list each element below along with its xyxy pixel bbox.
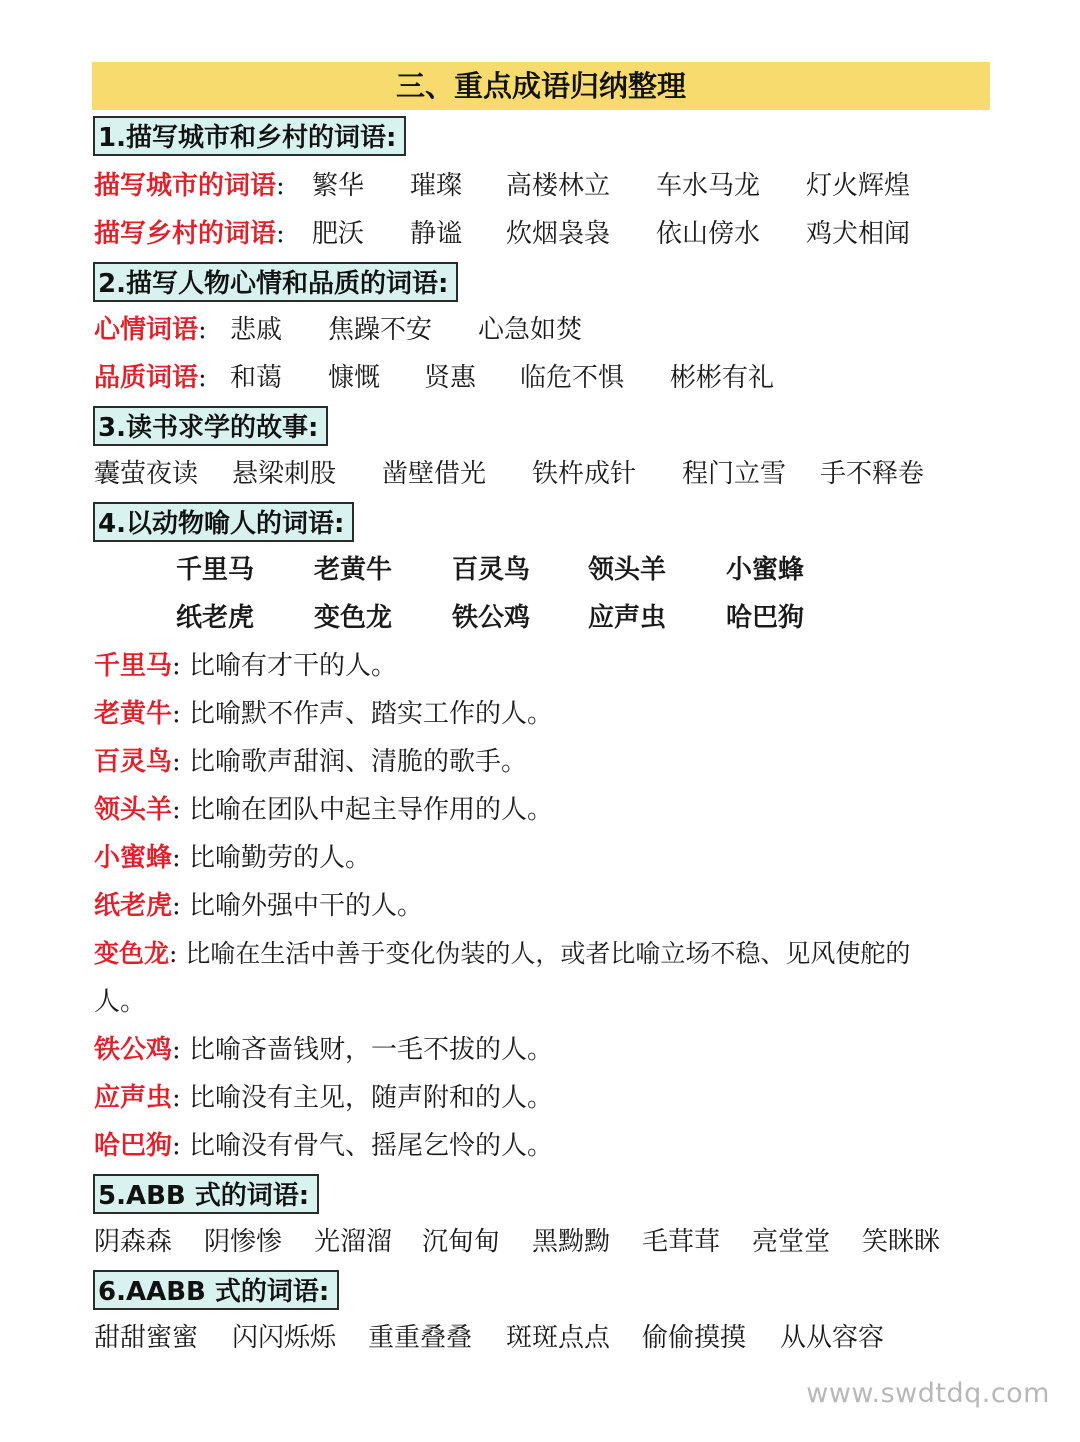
definition-row [94,934,910,974]
mood-words-row [94,310,583,350]
word: 阴惨惨 [204,1227,283,1257]
word: 璀璨 [410,171,463,201]
word: 慷慨 [328,363,381,393]
colon: : [172,891,181,921]
word: 沉甸甸 [422,1227,501,1257]
definition-term: 领头羊 [94,795,173,825]
city-words-row [94,166,911,206]
word: 偷偷摸摸 [642,1323,747,1353]
word: 笑眯眯 [862,1227,941,1257]
definition-row [94,694,553,734]
watermark: www.swdtdq.com [806,1378,1050,1409]
word: 繁华 [312,171,365,201]
word: 程门立雪 [682,459,787,489]
definition-term: 铁公鸡 [94,1035,173,1065]
word: 重重叠叠 [368,1323,473,1353]
word: 凿壁借光 [382,459,487,489]
definition-text: 比喻没有骨气、摇尾乞怜的人。 [189,1131,554,1161]
word: 斑斑点点 [506,1323,611,1353]
word: 哈巴狗 [726,603,805,633]
word: 铁杵成针 [532,459,637,489]
colon: : [172,1131,181,1161]
word: 应声虫 [588,603,667,633]
section-heading-6: 6.AABB 式的词语: [93,1270,339,1310]
word: 车水马龙 [656,171,761,201]
definition-text: 比喻在生活中善于变化伪装的人，或者比喻立场不稳、见风使舵的 [185,939,911,968]
colon: : [276,219,285,249]
definition-row [94,1030,553,1070]
word: 阴森森 [94,1227,173,1257]
word: 焦躁不安 [328,315,433,345]
definition-term: 哈巴狗 [94,1131,173,1161]
definition-row [94,1126,553,1166]
word: 小蜜蜂 [726,555,805,585]
section-heading-5: 5.ABB 式的词语: [93,1174,319,1214]
section-heading-1: 1.描写城市和乡村的词语: [93,116,406,156]
word: 悬梁刺股 [232,459,337,489]
definition-term: 纸老虎 [94,891,173,921]
word: 手不释卷 [820,459,925,489]
word: 灯火辉煌 [806,171,911,201]
definition-text: 比喻外强中干的人。 [189,891,424,921]
city-label: 描写城市的词语 [94,171,277,201]
word: 依山傍水 [656,219,761,249]
definition-term: 应声虫 [94,1083,173,1113]
section-heading-4: 4.以动物喻人的词语: [93,502,354,542]
word: 炊烟袅袅 [506,219,611,249]
colon: : [172,747,181,777]
colon: : [276,171,285,201]
word: 变色龙 [314,603,393,633]
village-words-row [94,214,911,254]
definition-text: 比喻没有主见，随声附和的人。 [189,1083,554,1113]
definition-text: 比喻勤劳的人。 [189,843,372,873]
colon: : [172,843,181,873]
definition-term: 千里马 [94,651,173,681]
definition-term: 百灵鸟 [94,747,173,777]
definition-row [94,886,423,926]
word: 甜甜蜜蜜 [94,1323,199,1353]
word: 闪闪烁烁 [232,1323,337,1353]
word: 高楼林立 [506,171,611,201]
word: 亮堂堂 [752,1227,831,1257]
definition-row [94,790,553,830]
word: 静谧 [410,219,463,249]
definition-text: 比喻在团队中起主导作用的人。 [189,795,554,825]
definition-term: 小蜜蜂 [94,843,173,873]
colon: : [172,1035,181,1065]
word: 鸡犬相闻 [806,219,911,249]
word: 彬彬有礼 [670,363,775,393]
colon: : [172,795,181,825]
word: 光溜溜 [314,1227,393,1257]
word: 和蔼 [230,363,283,393]
word: 囊萤夜读 [94,459,199,489]
word: 纸老虎 [176,603,255,633]
definition-text: 比喻默不作声、踏实工作的人。 [189,699,554,729]
page-title: 三、重点成语归纳整理 [92,62,990,110]
word: 千里马 [176,555,255,585]
colon: : [169,939,178,968]
colon: : [198,363,207,393]
quality-words-row [94,358,775,398]
word: 老黄牛 [314,555,393,585]
definition-continuation: 人。 [94,987,147,1017]
word: 铁公鸡 [452,603,531,633]
colon: : [172,651,181,681]
section-heading-2: 2.描写人物心情和品质的词语: [93,262,458,302]
word: 心急如焚 [478,315,583,345]
definition-term: 变色龙 [94,939,170,968]
colon: : [172,1083,181,1113]
colon: : [198,315,207,345]
word: 毛茸茸 [642,1227,721,1257]
definition-row [94,742,527,782]
village-label: 描写乡村的词语 [94,219,277,249]
section-heading-3: 3.读书求学的故事: [93,406,328,446]
definition-text: 比喻有才干的人。 [189,651,398,681]
definition-row [94,838,371,878]
word: 临危不惧 [520,363,625,393]
word: 领头羊 [588,555,667,585]
quality-label: 品质词语 [94,363,199,393]
word: 百灵鸟 [452,555,531,585]
word: 贤惠 [424,363,477,393]
definition-text: 比喻吝啬钱财，一毛不拔的人。 [189,1035,554,1065]
word: 从从容容 [780,1323,885,1353]
definition-term: 老黄牛 [94,699,173,729]
word: 肥沃 [312,219,365,249]
definition-text: 比喻歌声甜润、清脆的歌手。 [189,747,528,777]
definition-row [94,1078,553,1118]
word: 黑黝黝 [532,1227,611,1257]
colon: : [172,699,181,729]
definition-row [94,646,397,686]
mood-label: 心情词语 [94,315,199,345]
word: 悲戚 [230,315,283,345]
